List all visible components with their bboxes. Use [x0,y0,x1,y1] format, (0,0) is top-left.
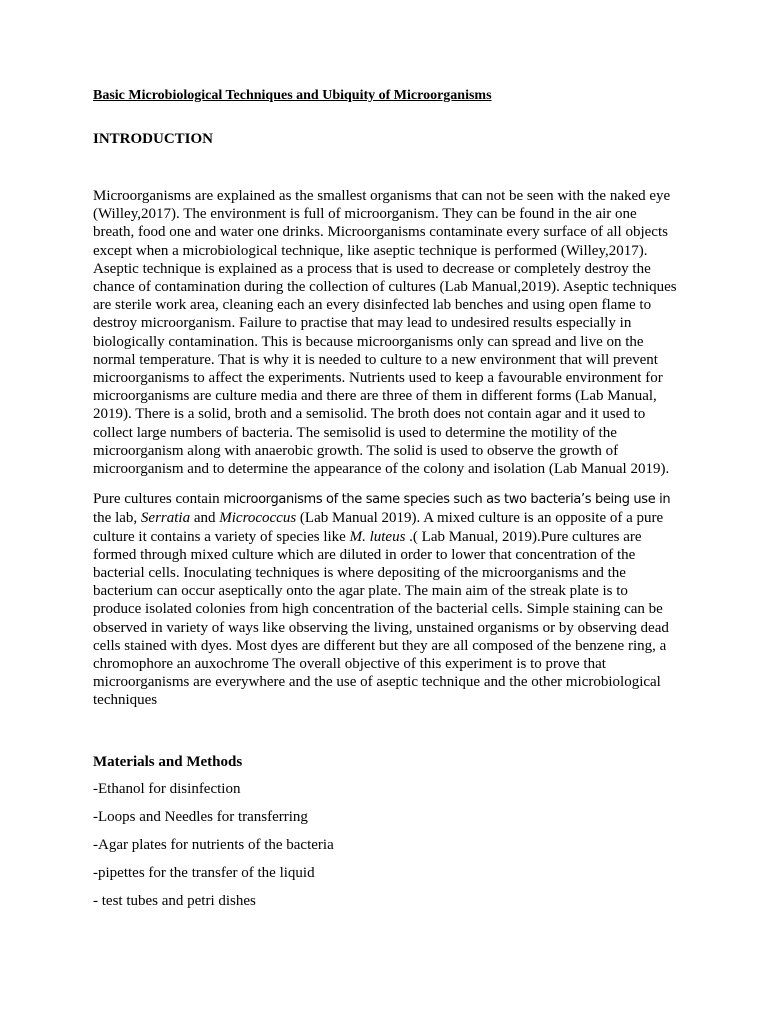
materials-list-item: -pipettes for the transfer of the liquid [93,864,315,881]
introduction-heading: INTRODUCTION [93,131,214,147]
materials-list-item: -Ethanol for disinfection [93,780,241,797]
materials-methods-heading: Materials and Methods [93,753,243,770]
materials-list-item: -Loops and Needles for transferring [93,808,308,825]
materials-list [93,780,677,910]
paragraph-2-and: and [190,510,220,527]
materials-list-item: - test tubes and petri dishes [93,892,256,909]
paragraph-2-sans-run: microorganisms of the same species such as two bacteria’s being use in [223,492,671,508]
genus-serratia: Serratia [140,510,191,527]
document-title: Basic Microbiological Techniques and Ubiquity of Microorganisms [93,88,492,103]
paragraph-2-mid: (Lab Manual 2019). A mixed culture is an opposite of a pure culture it contains a variety of species like [93,510,664,545]
materials-list-item: -Agar plates for nutrients of the bacteria [93,836,334,853]
paragraph-2-start: Pure cultures contain [93,491,224,508]
document-content [93,86,677,910]
species-m-luteus: M. luteus [349,528,406,545]
paragraph-2-end: .( Lab Manual, 2019).Pure cultures are formed through mixed culture which are diluted in order to lower that concentration of the bacterial cells. Inoculating techniques is where depositing of the microorganisms and the bacterium can occur aseptically onto the agar plate. The main aim of the streak plate is to produce isolated colonies from high concentration of the bacterial cells. Simple staining can be observed in variety of ways like observing the living, unstained organisms or by observing dead cells stained with dyes. Most dyes are different but they are all composed of the benzene ring, a chromophore an auxochrome The overall objective of this experiment is to prove that microorganisms are everywhere and the use of aseptic technique and the other microbiological techniques [93,528,669,709]
paragraph-2-after-sans: the lab, [93,510,141,527]
introduction-paragraph-1: Microorganisms are explained as the smallest organisms that can not be seen with the naked eye (Willey,2017). The environment is full of microorganism. They can be found in the air one breath, food one and water one drinks. Microorganisms contaminate every surface of all objects except when a microbiological technique, like aseptic technique is performed (Willey,2017). Aseptic technique is explained as a process that is used to decrease or completely destroy the chance of contamination during the collection of cultures (Lab Manual,2019). Aseptic techniques are sterile work area, cleaning each an every disinfected lab benches and using open flame to destroy microorganism. Failure to practise that may lead to undesired results especially in biologically contamination. This is because microorganisms only can spread and live on the normal temperature. That is why it is needed to culture to a new environment that will prevent microorganisms to affect the experiments. Nutrients used to keep a favourable environment for microorganisms are culture media and there are three of them in different forms (Lab Manual, 2019). There is a solid, broth and a semisolid. The broth does not contain agar and it used to collect large numbers of bacteria. The semisolid is used to determine the motility of the microorganism along with anaerobic growth. The solid is used to observe the growth of microorganism and to determine the appearance of the colony and isolation (Lab Manual 2019). [93,188,677,478]
introduction-paragraph-2 [93,490,677,709]
genus-micrococcus: Micrococcus [219,510,297,527]
